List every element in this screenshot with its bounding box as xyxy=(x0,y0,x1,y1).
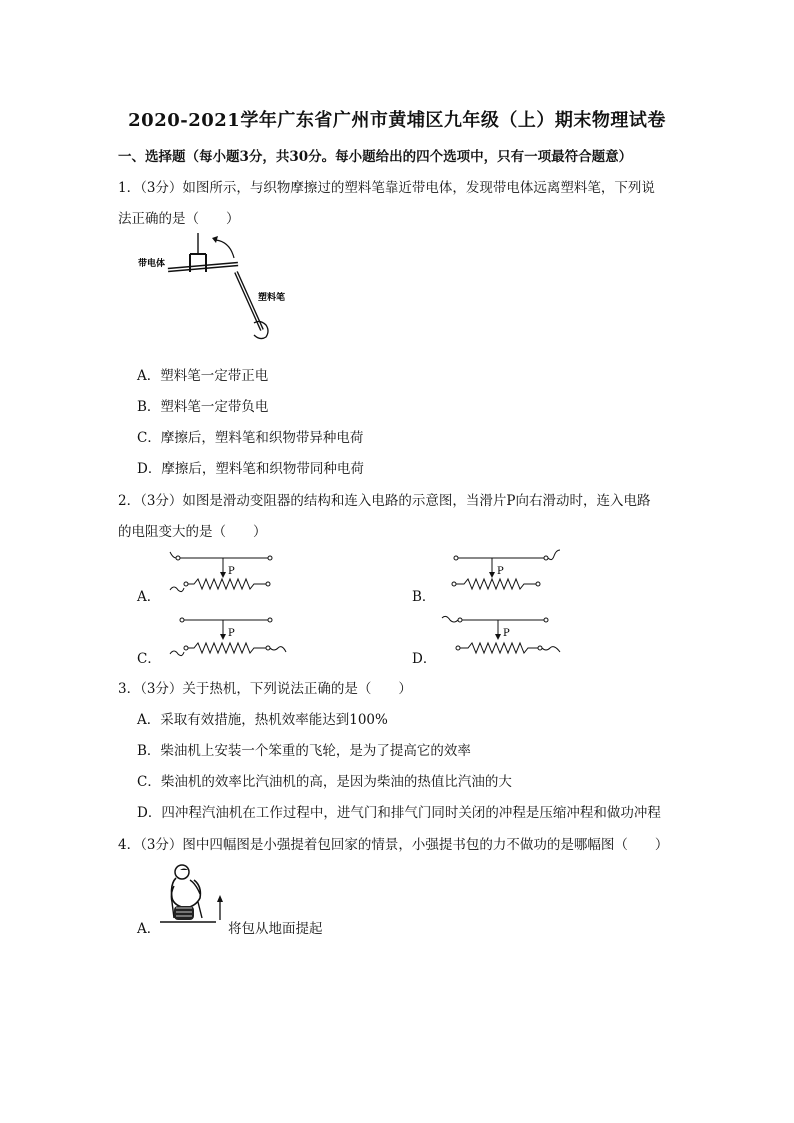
q1-option-a[interactable]: A．塑料笔一定带正电 xyxy=(137,368,269,384)
q1-stem-line2: 法正确的是（ ） xyxy=(118,211,240,227)
q2-option-b-label[interactable]: B． xyxy=(412,589,436,605)
q1-option-d[interactable]: D．摩擦后，塑料笔和织物带同种电荷 xyxy=(137,461,364,477)
q4-option-a-caption: 将包从地面提起 xyxy=(228,921,323,937)
q2-d-slider-label: P xyxy=(503,628,510,639)
q2-figure-b xyxy=(440,548,570,598)
q2-option-a-label[interactable]: A． xyxy=(137,589,161,605)
q4-figure-a xyxy=(160,862,230,932)
q2-stem-line1: 2．（3分）如图是滑动变阻器的结构和连入电路的示意图，当滑片P向右滑动时，连入电路 xyxy=(118,493,651,509)
page-title: 2020-2021学年广东省广州市黄埔区九年级（上）期末物理试卷 xyxy=(128,110,666,131)
q1-figure xyxy=(138,228,338,348)
q3-stem: 3．（3分）关于热机，下列说法正确的是（ ） xyxy=(118,681,412,697)
q2-a-slider-label: P xyxy=(228,566,235,577)
q1-label-charged-body: 带电体 xyxy=(138,259,166,269)
section-heading: 一、选择题（每小题3分，共30分。每小题给出的四个选项中，只有一项最符合题意） xyxy=(118,149,633,165)
q2-c-slider-label: P xyxy=(228,628,235,639)
q4-stem: 4．（3分）图中四幅图是小强提着包回家的情景，小强提书包的力不做功的是哪幅图（ ） xyxy=(118,837,669,853)
q3-option-a[interactable]: A．采取有效措施，热机效率能达到100% xyxy=(137,712,388,728)
q4-option-a-label[interactable]: A． xyxy=(137,921,161,937)
q1-label-plastic-pen: 塑料笔 xyxy=(258,293,286,303)
q2-figure-d xyxy=(440,612,570,662)
q3-option-b[interactable]: B．柴油机上安装一个笨重的飞轮，是为了提高它的效率 xyxy=(137,743,471,759)
q2-figure-c xyxy=(168,612,298,662)
q2-option-d-label[interactable]: D． xyxy=(412,651,437,667)
q3-option-d[interactable]: D．四冲程汽油机在工作过程中，进气门和排气门同时关闭的冲程是压缩冲程和做功冲程 xyxy=(137,805,661,821)
q2-figure-a xyxy=(168,548,298,598)
q3-option-c[interactable]: C．柴油机的效率比汽油机的高，是因为柴油的热值比汽油的大 xyxy=(137,774,512,790)
q1-option-c[interactable]: C．摩擦后，塑料笔和织物带异种电荷 xyxy=(137,430,364,446)
q1-stem-line1: 1．（3分）如图所示，与织物摩擦过的塑料笔靠近带电体，发现带电体远离塑料笔，下列说 xyxy=(118,180,655,196)
q2-b-slider-label: P xyxy=(497,566,504,577)
q1-option-b[interactable]: B．塑料笔一定带负电 xyxy=(137,399,269,415)
q2-stem-line2: 的电阻变大的是（ ） xyxy=(118,524,267,540)
q2-option-c-label[interactable]: C． xyxy=(137,651,161,667)
